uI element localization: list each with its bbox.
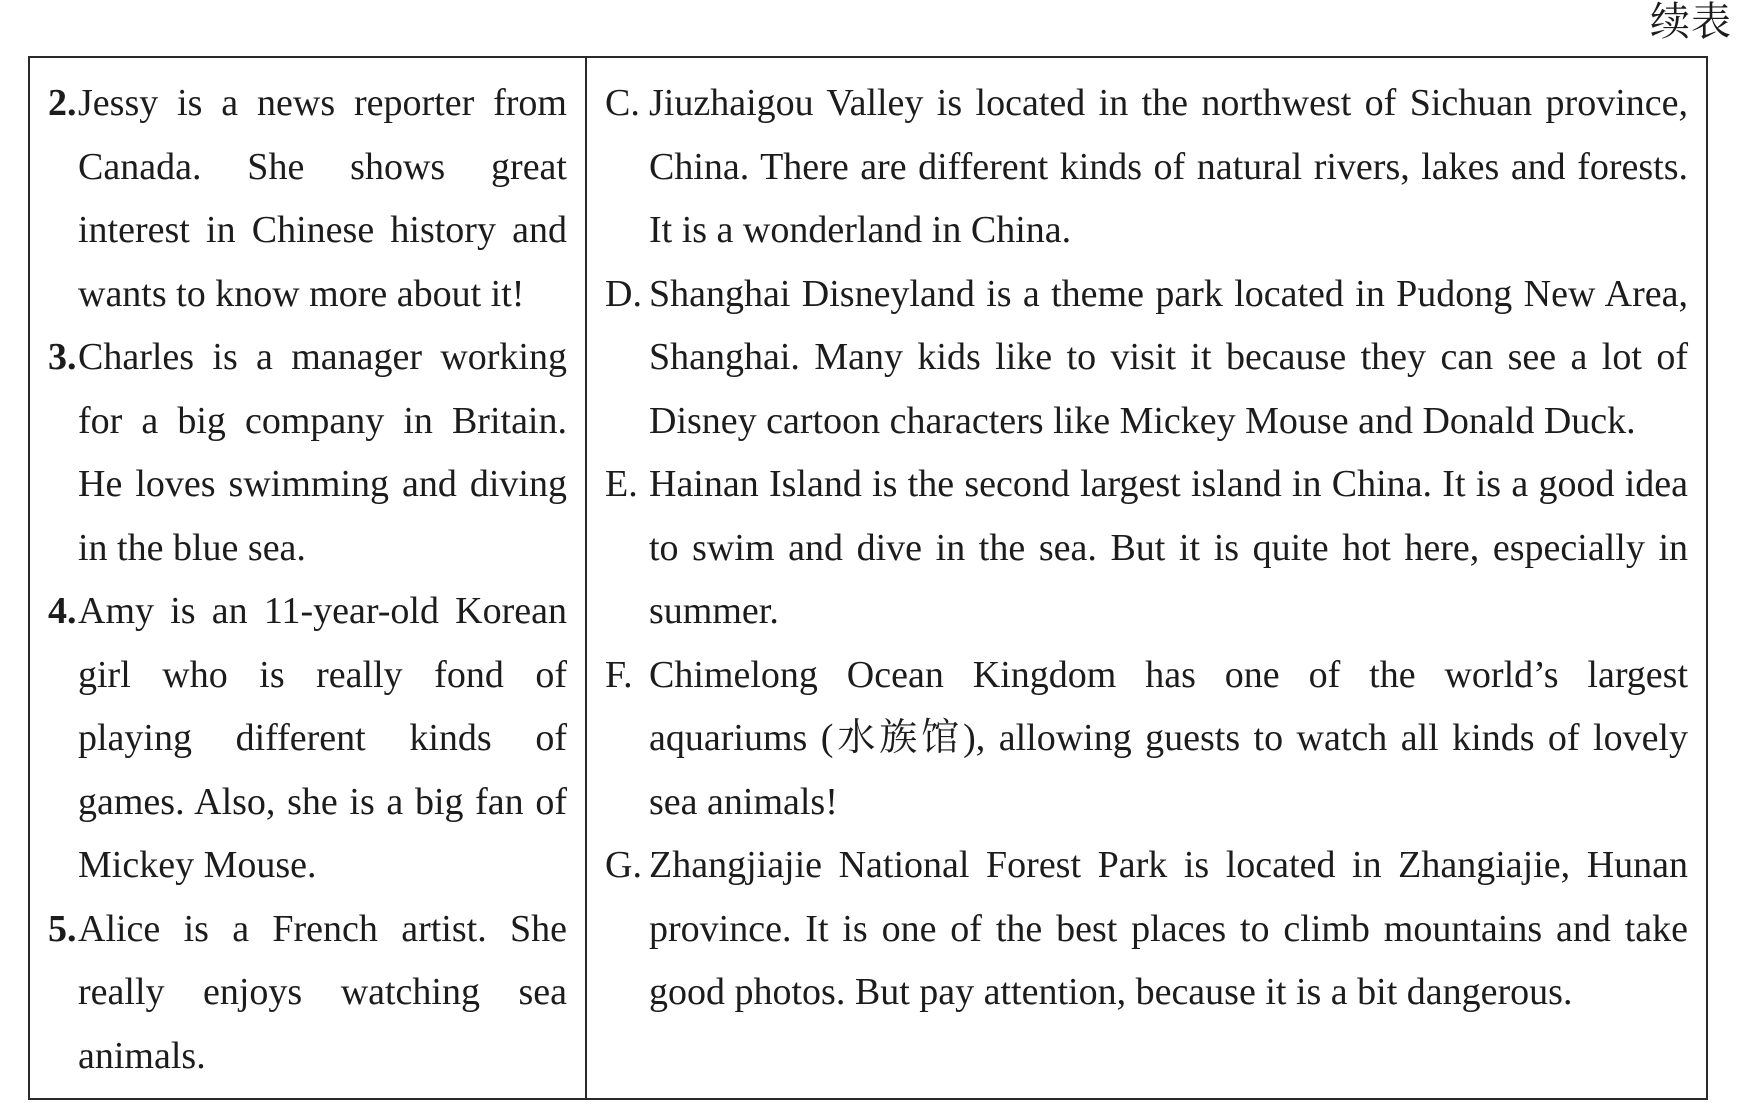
person-entry-4	[48, 580, 567, 898]
place-description: Chimelong Ocean Kingdom has one of the world’s largest aquariums (水族馆), allowing guests to watch all kinds of lovely sea animals!	[649, 653, 1688, 823]
person-description: Alice is a French artist. She really enjoys watching sea animals.	[78, 907, 567, 1077]
place-description: Hainan Island is the second largest island in China. It is a good idea to swim and dive in the sea. But it is quite hot here, especially in summer.	[649, 463, 1688, 632]
person-number: 3.	[48, 336, 77, 378]
people-column	[30, 58, 587, 1098]
place-letter: G.	[605, 844, 642, 886]
place-letter: D.	[605, 272, 642, 315]
person-number: 4.	[48, 590, 77, 632]
person-number: 5.	[48, 907, 77, 950]
place-letter: F.	[605, 653, 633, 696]
person-number: 2.	[48, 82, 77, 124]
matching-table	[28, 56, 1708, 1100]
places-column	[587, 58, 1706, 1098]
place-description: Zhangjiajie National Forest Park is located in Zhangiajie, Hunan province. It is one of the best places to climb mountains and take good photos. But pay attention, because it is a bit dangerous.	[649, 844, 1688, 1013]
place-letter: C.	[605, 82, 640, 124]
place-entry-g	[605, 834, 1688, 1025]
person-entry-5	[48, 898, 567, 1089]
place-letter: E.	[605, 463, 638, 505]
person-description: Amy is an 11-year-old Korean girl who is really fond of playing different kinds of games. Also, she is a big fan of Mickey Mouse.	[78, 590, 567, 886]
person-entry-3	[48, 326, 567, 580]
place-entry-e	[605, 453, 1688, 644]
place-description: Jiuzhaigou Valley is located in the northwest of Sichuan province, China. There are different kinds of natural rivers, lakes and forests. It is a wonderland in China.	[649, 82, 1688, 251]
place-entry-c	[605, 72, 1688, 263]
place-description: Shanghai Disneyland is a theme park located in Pudong New Area, Shanghai. Many kids like to visit it because they can see a lot of Disney cartoon characters like Mickey Mouse and Donald Duck.	[649, 272, 1688, 442]
place-entry-f	[605, 644, 1688, 835]
person-entry-2	[48, 72, 567, 326]
person-description: Jessy is a news reporter from Canada. She shows great interest in Chinese history and wants to know more about it!	[78, 82, 567, 315]
person-description: Charles is a manager working for a big company in Britain. He loves swimming and diving in the blue sea.	[78, 336, 567, 569]
place-entry-d	[605, 263, 1688, 454]
continued-table-label: 续表	[1650, 0, 1732, 45]
